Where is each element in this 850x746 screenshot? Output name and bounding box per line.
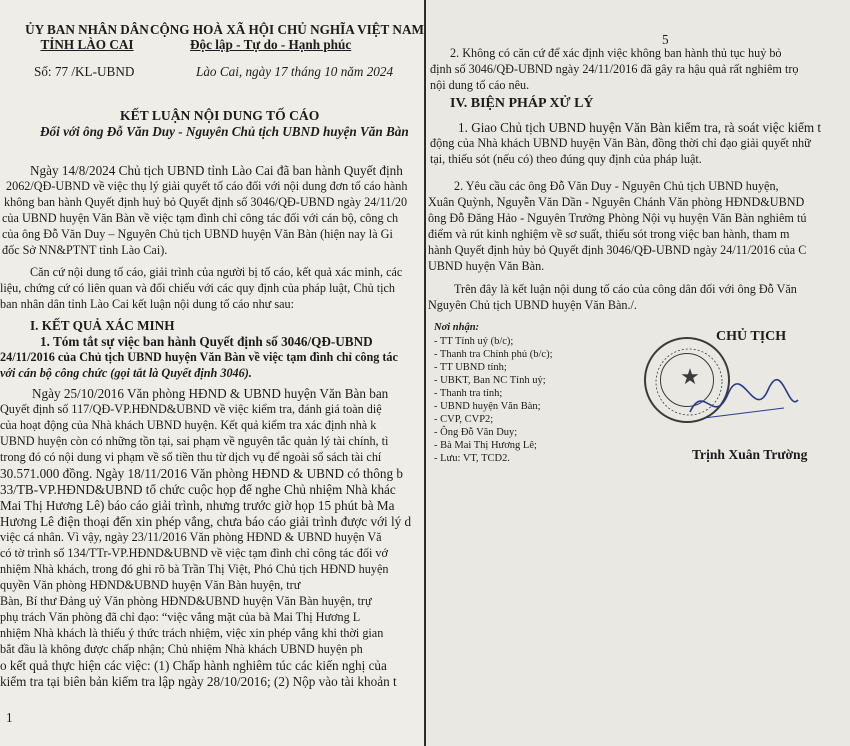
text-line: ban nhân dân tỉnh Lào Cai kết luận nội dung tố cáo như sau:	[0, 297, 294, 311]
text-line: điểm và rút kinh nghiệm về sơ suất, thiếu sót trong việc ban hành, tham m	[428, 227, 790, 241]
text-line: Trên đây là kết luận nội dung tố cáo của công dân đối với ông Đỗ Văn	[454, 282, 797, 296]
text-line: ông Đỗ Đăng Hảo - Nguyên Trưởng Phòng Nội vụ huyện Văn Bàn nghiêm tú	[428, 211, 807, 225]
page-left	[0, 0, 424, 746]
text-line: Bàn, Bí thư Đảng uỷ Văn phòng HĐND&UBND huyện Văn Bàn huyện, trự	[0, 594, 372, 608]
page-right	[426, 0, 850, 746]
nation-line-1: CỘNG HOÀ XÃ HỘI CHỦ NGHĨA VIỆT NAM	[150, 22, 424, 37]
text-line: 33/TB-VP.HĐND&UBND tổ chức cuộc họp để nghe Chủ nhiệm Nhà khác	[0, 482, 396, 497]
doc-title: KẾT LUẬN NỘI DUNG TỐ CÁO	[120, 108, 320, 123]
text-line: liệu, chứng cứ có liên quan và đối chiếu với các quy định của pháp luật, Chủ tịch	[0, 281, 395, 295]
place-date: Lào Cai, ngày 17 tháng 10 năm 2024	[196, 64, 394, 79]
list-item: - UBKT, Ban NC Tỉnh uỷ;	[434, 375, 546, 386]
text-line: Hương Lê điện thoại đến xin phép vắng, chưa báo cáo giải trình được với lý d	[0, 514, 412, 529]
org-line-2: TỈNH LÀO CAI	[40, 37, 134, 52]
text-line: nội dung tố cáo nêu.	[430, 78, 530, 92]
text-line: 30.571.000 đồng. Ngày 18/11/2016 Văn phòng HĐND & UBND có thông b	[0, 466, 403, 481]
list-item: - UBND huyện Văn Bàn;	[434, 401, 541, 412]
text-line: UBND huyện còn có những tồn tại, sai phạm về nguyên tắc quản lý tài chính, tì	[0, 434, 389, 448]
text-line: Mai Thị Hương Lê) báo cáo giải trình, nhưng trước giờ họp 15 phút bà Ma	[0, 498, 395, 513]
text-line: kiểm tra tại biên bản kiểm tra lập ngày 28/10/2016; (2) Nộp vào tài khoản t	[0, 674, 397, 689]
text-line: 2. Yêu cầu các ông Đỗ Văn Duy - Nguyên Chủ tịch UBND huyện,	[454, 179, 779, 193]
text-line: động của Nhà khách UBND huyện Văn Bàn, đồng thời chỉ đạo giải quyết nhữ	[430, 136, 811, 150]
text-line: hành Quyết định hủy bỏ Quyết định 3046/QĐ-UBND ngày 24/11/2016 của C	[428, 243, 807, 257]
text-line: 24/11/2016 của Chủ tịch UBND huyện Văn Bàn về việc tạm đình chỉ công tác	[0, 350, 398, 364]
text-line: UBND huyện Văn Bàn.	[428, 259, 545, 273]
text-line: Ngày 14/8/2024 Chủ tịch UBND tỉnh Lào Cai đã ban hành Quyết định	[30, 163, 403, 178]
text-line: với cán bộ công chức (gọi tắt là Quyết định 3046).	[0, 366, 252, 380]
signature-icon	[684, 372, 804, 432]
list-item: - Ông Đỗ Văn Duy;	[434, 427, 518, 438]
text-line: có tờ trình số 134/TTr-VP.HĐND&UBND về việc tạm đình chỉ công tác đối vớ	[0, 546, 388, 560]
recipients-title: Nơi nhận:	[434, 322, 480, 333]
doc-subtitle: Đối với ông Đỗ Văn Duy - Nguyên Chủ tịch UBND huyện Văn Bàn	[40, 124, 409, 139]
text-line: trong đó có nội dung vi phạm về số tiền thu từ dịch vụ để ngoài sổ sách tài chí	[0, 450, 382, 464]
text-line: tại, thiếu sót (nếu có) theo đúng quy định của pháp luật.	[430, 152, 702, 166]
page-number: 5	[662, 32, 669, 47]
section-heading-4: IV. BIỆN PHÁP XỬ LÝ	[450, 96, 594, 111]
nation-line-2: Độc lập - Tự do - Hạnh phúc	[190, 37, 352, 52]
text-line: định số 3046/QĐ-UBND ngày 24/11/2016 đã gây ra hậu quả rất nghiêm trọ	[430, 62, 799, 76]
section-heading-1: I. KẾT QUẢ XÁC MINH	[30, 318, 175, 333]
text-line: 2. Không có căn cứ để xác định việc không ban hành thủ tục huỷ bỏ	[450, 46, 782, 60]
text-line: của UBND huyện Văn Bàn về việc tạm đình chỉ công tác đối với cán bộ, công ch	[2, 211, 399, 225]
org-line-1: ỦY BAN NHÂN DÂN	[25, 22, 149, 37]
signer-name: Trịnh Xuân Trường	[692, 447, 808, 462]
list-item: - TT Tỉnh uỷ (b/c);	[434, 336, 514, 347]
text-line: nhiệm Nhà khách là thiếu ý thức trách nhiệm, việc xin phép vắng khi thời gian	[0, 626, 384, 640]
text-line: Nguyên Chủ tịch UBND huyện Văn Bàn./.	[428, 298, 637, 312]
list-item: - Bà Mai Thị Hương Lê;	[434, 440, 537, 451]
signer-title: CHỦ TỊCH	[716, 329, 787, 344]
list-item: - TT UBND tỉnh;	[434, 362, 507, 373]
text-line: bắt đầu là không được chấp nhận; Chủ nhiệm Nhà khách UBND huyện ph	[0, 642, 363, 656]
list-item: - CVP, CVP2;	[434, 414, 494, 425]
text-line: phụ trách Văn phòng đã chỉ đạo: “việc vắng mặt của bà Mai Thị Hương L	[0, 610, 361, 624]
text-line: Quyết định số 117/QĐ-VP.HĐND&UBND về việc kiểm tra, đánh giá toàn diệ	[0, 402, 382, 416]
text-line: Xuân Quỳnh, Nguyễn Văn Dần - Nguyên Chánh Văn phòng HĐND&UBND	[428, 195, 805, 209]
text-line: của hoạt động của Nhà khách UBND huyện. Kết quả kiểm tra xác định nhà k	[0, 418, 377, 432]
doc-number: Số: 77 /KL-UBND	[34, 64, 135, 79]
list-item: - Thanh tra Chính phủ (b/c);	[434, 349, 553, 360]
text-line: của ông Đỗ Văn Duy – Nguyên Chủ tịch UBND huyện Văn Bàn (hiện nay là Gi	[2, 227, 393, 241]
text-line: 2062/QĐ-UBND về việc thụ lý giải quyết tố cáo đối với nội dung đơn tố cáo hành	[6, 179, 408, 193]
list-item: - Lưu: VT, TCD2.	[434, 453, 510, 464]
text-line: quyền Văn phòng HĐND&UBND huyện Văn Bàn huyện, trư	[0, 578, 301, 592]
page-mark: 1	[6, 710, 13, 725]
text-line: nhiệm Nhà khách, trong đó ghi rõ bà Trần Thị Việt, Phó Chủ tịch HĐND huyện	[0, 562, 389, 576]
list-item: - Thanh tra tỉnh;	[434, 388, 503, 399]
text-line: việc cá nhân. Vì vậy, ngày 23/11/2016 Văn phòng HĐND & UBND huyện Vă	[0, 530, 382, 544]
text-line: Căn cứ nội dung tố cáo, giải trình của người bị tố cáo, kết quả xác minh, các	[30, 265, 403, 279]
text-line: không ban hành Quyết định huỷ bỏ Quyết định số 3046/QĐ-UBND ngày 24/11/20	[4, 195, 408, 209]
text-line: o kết quả thực hiện các việc: (1) Chấp hành nghiêm túc các kiến nghị của	[0, 658, 387, 673]
star-emblem-icon: ★	[680, 365, 700, 390]
text-line: 1. Giao Chủ tịch UBND huyện Văn Bàn kiểm tra, rà soát việc kiểm t	[458, 120, 822, 135]
text-line: Ngày 25/10/2016 Văn phòng HĐND & UBND huyện Văn Bàn ban	[32, 386, 389, 401]
text-line: 1. Tóm tắt sự việc ban hành Quyết định số 3046/QĐ-UBND	[40, 334, 373, 349]
text-line: đốc Sở NN&PTNT tỉnh Lào Cai).	[2, 243, 168, 257]
